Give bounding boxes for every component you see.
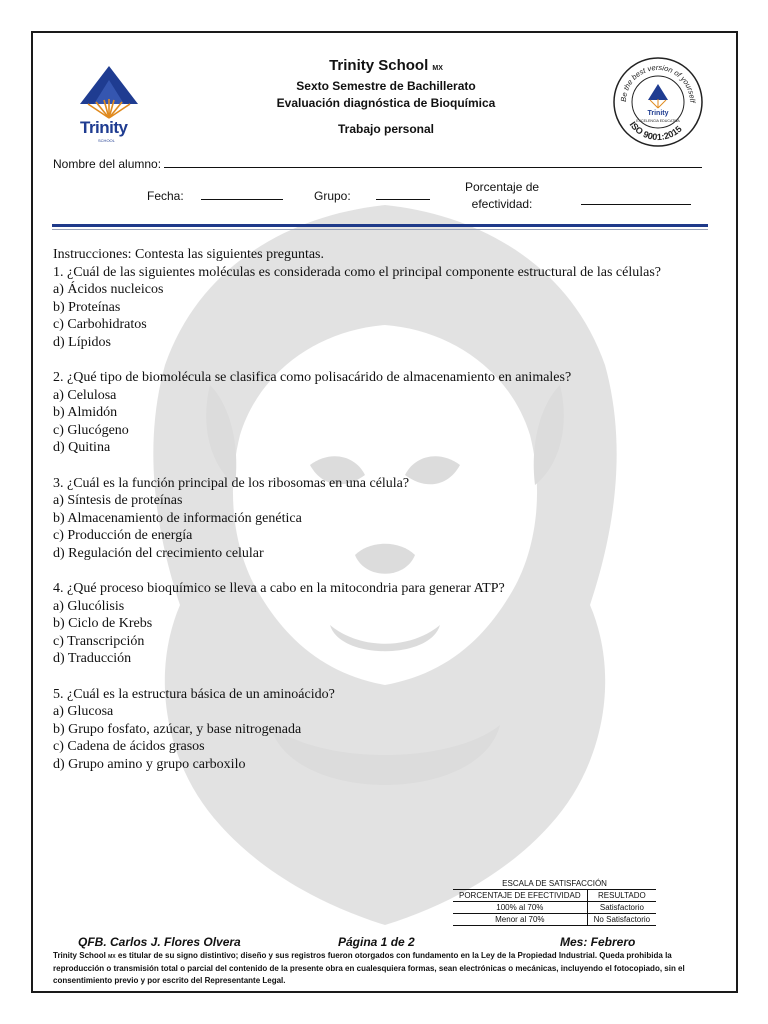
svg-text:ISO 9001:2015 bbox=[628, 120, 684, 142]
effectiveness-blank[interactable] bbox=[581, 204, 691, 205]
scale-col2-header: RESULTADO bbox=[587, 890, 656, 902]
month-label: Mes: Febrero bbox=[560, 935, 636, 949]
legal-text: es titular de su signo distintivo; diseño y sus registros fueron otorgados con fundamento en la Ley de la Propiedad Industrial. Queda prohibida la reproducción o transmisión total o parcial del contenido de la presente obra en cualesquiera formas, sean electrónicas o mecánicas, incluyendo el fotocopiado, sin el consentimiento previo y por escrito del Representante Legal. bbox=[53, 951, 685, 985]
document-header bbox=[200, 56, 572, 136]
option: b) Ciclo de Krebs bbox=[53, 616, 153, 631]
logo-tiny-text: SCHOOL bbox=[98, 138, 115, 143]
option: b) Almacenamiento de información genética bbox=[53, 510, 302, 526]
scale-range: 100% al 70% bbox=[453, 902, 587, 914]
option: c) Transcripción bbox=[53, 633, 145, 649]
scale-col1-header: PORCENTAJE DE EFECTIVIDAD bbox=[453, 890, 587, 902]
option: b) Grupo fosfato, azúcar, y base nitrogenada bbox=[53, 721, 302, 737]
trinity-logo-icon bbox=[78, 62, 140, 122]
semester-line: Sexto Semestre de Bachillerato bbox=[296, 79, 476, 93]
teacher-name: QFB. Carlos J. Flores Olvera bbox=[78, 935, 241, 949]
legal-notice bbox=[53, 950, 717, 987]
question-5 bbox=[53, 686, 718, 774]
option: b) Almidón bbox=[53, 405, 118, 420]
seal-center-word: Trinity bbox=[647, 110, 669, 117]
option: d) Traducción bbox=[53, 651, 132, 666]
seal-top-text: Be the best version of yourself bbox=[618, 62, 698, 103]
option: c) Producción de energía bbox=[53, 528, 193, 543]
header-divider bbox=[52, 224, 708, 227]
student-name-blank[interactable] bbox=[164, 167, 702, 168]
scale-result: No Satisfactorio bbox=[587, 914, 656, 926]
page-number: Página 1 de 2 bbox=[338, 935, 415, 949]
option: a) Ácidos nucleicos bbox=[53, 282, 164, 297]
effectiveness-label-1: Porcentaje de bbox=[465, 180, 540, 194]
effectiveness-field bbox=[465, 179, 539, 213]
instructions: Instrucciones: Contesta las siguientes preguntas. bbox=[53, 247, 324, 262]
student-name-field[interactable] bbox=[53, 157, 702, 171]
scale-title: ESCALA DE SATISFACCIÓN bbox=[453, 878, 656, 890]
option: b) Proteínas bbox=[53, 299, 121, 315]
question-text: 2. ¿Qué tipo de biomolécula se clasifica como polisacárido de almacenamiento en animales? bbox=[53, 370, 572, 385]
scale-range: Menor al 70% bbox=[453, 914, 587, 926]
legal-prefix: Trinity School bbox=[53, 951, 106, 960]
table-row bbox=[453, 902, 656, 914]
trinity-logo bbox=[78, 62, 140, 148]
question-1 bbox=[53, 264, 718, 352]
question-text: 4. ¿Qué proceso bioquímico se lleva a cabo en la mitocondria para generar ATP? bbox=[53, 581, 505, 596]
option: a) Glucólisis bbox=[53, 598, 125, 614]
legal-mx: MX bbox=[108, 954, 116, 960]
group-field[interactable] bbox=[314, 189, 430, 203]
header-divider-thin bbox=[52, 229, 708, 230]
option: c) Carbohidratos bbox=[53, 317, 147, 332]
satisfaction-scale-table bbox=[453, 878, 656, 926]
option: c) Glucógeno bbox=[53, 422, 129, 438]
logo-word: Trinity bbox=[80, 118, 128, 137]
question-3 bbox=[53, 475, 718, 563]
work-type: Trabajo personal bbox=[337, 122, 435, 136]
iso-seal-icon bbox=[612, 56, 704, 148]
option: d) Grupo amino y grupo carboxilo bbox=[53, 756, 246, 772]
option: c) Cadena de ácidos grasos bbox=[53, 739, 205, 754]
school-name: Trinity School MX bbox=[329, 57, 443, 74]
student-name-label: Nombre del alumno: bbox=[53, 157, 162, 171]
group-blank[interactable] bbox=[376, 199, 430, 200]
table-row bbox=[453, 914, 656, 926]
question-text: 5. ¿Cuál es la estructura básica de un aminoácido? bbox=[53, 686, 335, 702]
group-label: Grupo: bbox=[314, 189, 351, 203]
option: a) Síntesis de proteínas bbox=[53, 493, 183, 508]
seal-band-text: EXCELENCIA EDUCATIVA bbox=[636, 119, 680, 123]
date-field[interactable] bbox=[147, 189, 283, 203]
option: d) Lípidos bbox=[53, 334, 111, 350]
effectiveness-label-2: efectividad: bbox=[471, 197, 533, 211]
date-label: Fecha: bbox=[147, 189, 184, 203]
seal-bottom-text: ISO 9001:2015 bbox=[627, 119, 684, 143]
question-4 bbox=[53, 580, 718, 668]
option: d) Quitina bbox=[53, 440, 111, 455]
option: a) Glucosa bbox=[53, 704, 114, 719]
questions-body bbox=[53, 246, 718, 773]
option: a) Celulosa bbox=[53, 387, 117, 403]
school-suffix: MX bbox=[432, 65, 443, 72]
scale-result: Satisfactorio bbox=[587, 902, 656, 914]
option: d) Regulación del crecimiento celular bbox=[53, 545, 264, 561]
question-2 bbox=[53, 369, 718, 457]
evaluation-line: Evaluación diagnóstica de Bioquímica bbox=[276, 96, 496, 110]
date-blank[interactable] bbox=[201, 199, 283, 200]
question-text: 1. ¿Cuál de las siguientes moléculas es considerada como el principal componente estructural de las células? bbox=[53, 264, 662, 280]
question-text: 3. ¿Cuál es la función principal de los ribosomas en una célula? bbox=[53, 475, 410, 491]
